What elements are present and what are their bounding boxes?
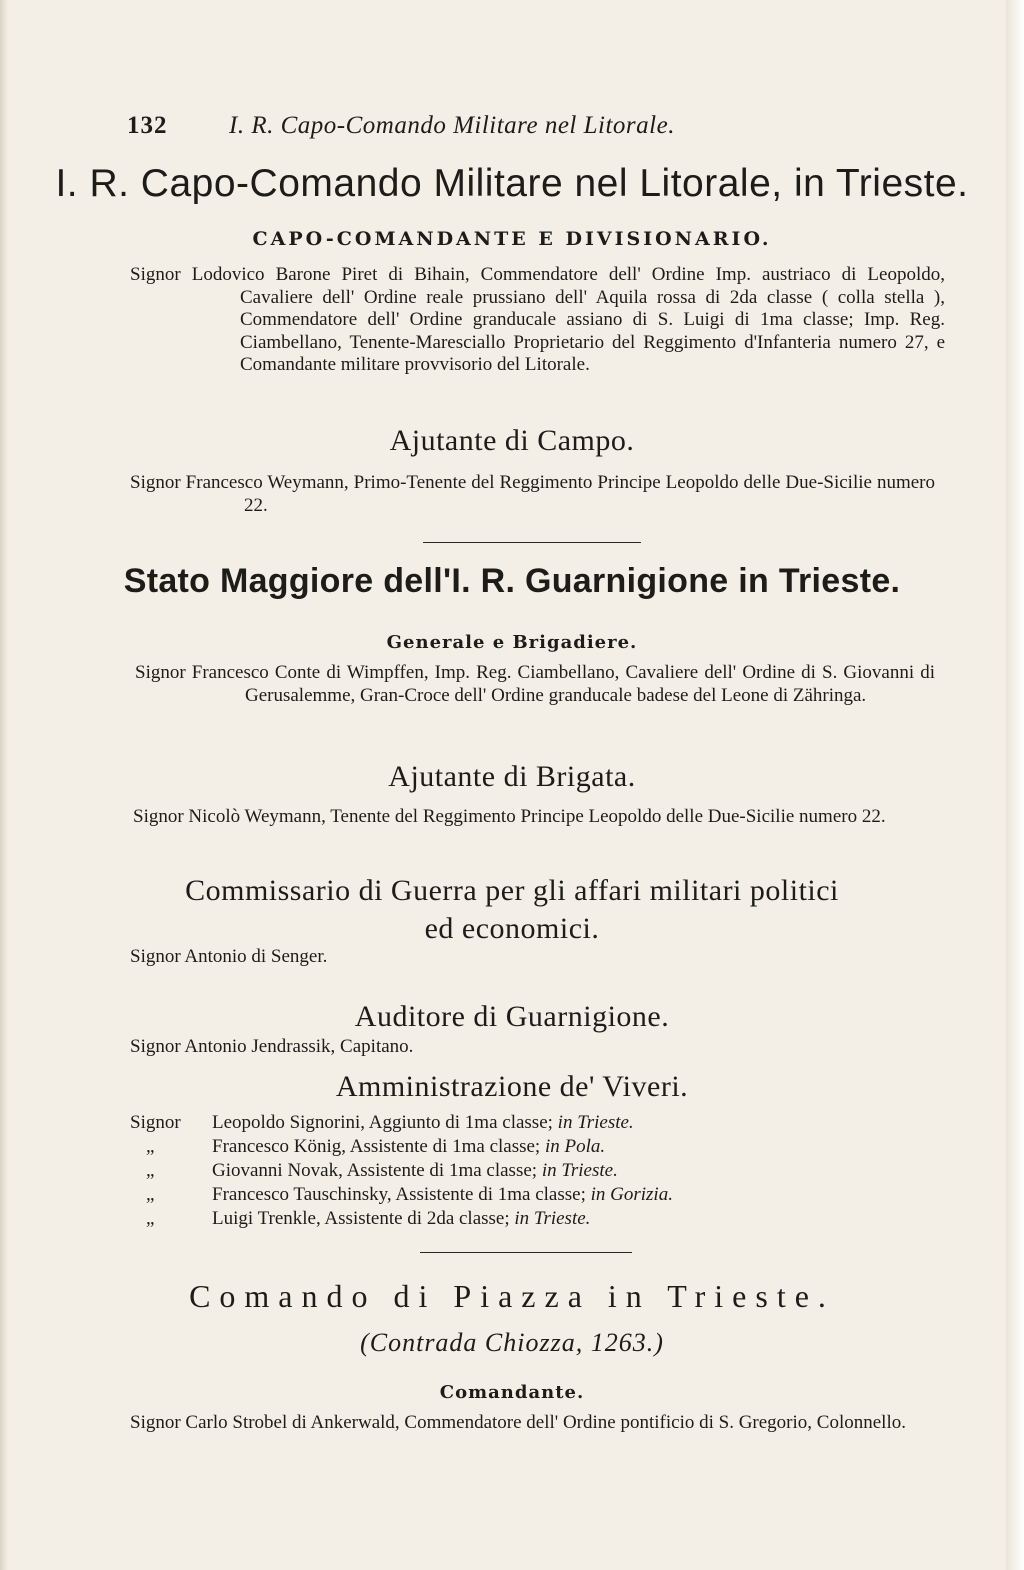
list-item <box>130 1184 850 1208</box>
main-subtitle: CAPO-COMANDANTE E DIVISIONARIO. <box>252 228 772 250</box>
list-item-place: in Trieste. <box>541 1160 618 1181</box>
main-title: I. R. Capo-Comando Militare nel Litorale, in Trieste. <box>55 162 969 205</box>
list-item-place: in Trieste. <box>514 1208 591 1229</box>
aide-entry-text: Signor Francesco Weymann, Primo-Tenente del Reggimento Principe Leopoldo delle Due-Sicilie numero 22. <box>130 472 935 516</box>
list-item-place: in Pola. <box>544 1136 606 1157</box>
auditor-heading: Auditore di Guarnigione. <box>354 1000 670 1033</box>
piazza-entry-text: Signor Carlo Strobel di Ankerwald, Commendatore dell' Ordine pontificio di S. Gregorio, Colonnello. <box>130 1412 906 1433</box>
commissar-heading-line2: ed economici. <box>424 912 600 945</box>
list-item-place: in Trieste. <box>557 1112 634 1133</box>
general-entry-text: Signor Francesco Conte di Wimpffen, Imp. Reg. Ciambellano, Cavaliere dell' Ordine di S. Giovanni di Gerusalemme, Gran-Croce dell' Ordine granducale badese del Leone di Zähringa. <box>135 662 935 706</box>
viveri-heading: Amministrazione de' Viveri. <box>335 1070 689 1103</box>
list-item-text <box>212 1160 618 1182</box>
brigade-entry-text: Signor Nicolò Weymann, Tenente del Reggimento Principe Leopoldo delle Due-Sicilie numero 22. <box>133 806 886 827</box>
list-item <box>130 1112 850 1136</box>
list-item-mark: „ <box>146 1184 155 1205</box>
list-item <box>130 1208 850 1232</box>
section-divider <box>423 542 641 543</box>
list-item-name: Giovanni Novak, Assistente di 1ma classe; <box>212 1160 538 1181</box>
commander-entry <box>130 264 945 377</box>
piazza-entry <box>130 1412 925 1435</box>
running-title: I. R. Capo-Comando Militare nel Litorale. <box>229 112 675 139</box>
stato-title: Stato Maggiore dell'I. R. Guarnigione in Trieste. <box>123 562 901 600</box>
commander-entry-text: Signor Lodovico Barone Piret di Bihain, Commendatore dell' Ordine Imp. austriaco di Leopoldo, Cavaliere dell' Ordine reale prussiano dell' Aquila rossa di 2da classe ( colla stella ), Commendatore dell' Ordine granducale assiano di S. Luigi di 1ma classe; Imp. Reg. Ciambellano, Tenente-Maresciallo Proprietario del Reggimento d'Infanteria numero 27, e Comandante militare provvisorio del Litorale. <box>130 264 945 375</box>
running-head <box>127 112 927 144</box>
section-divider <box>420 1252 632 1253</box>
list-item-name: Leopoldo Signorini, Aggiunto di 1ma classe; <box>212 1112 553 1133</box>
piazza-title: Comando di Piazza in Trieste. <box>189 1278 835 1314</box>
viveri-list <box>130 1112 850 1232</box>
list-item-mark: „ <box>146 1136 155 1157</box>
list-item-text <box>212 1184 673 1206</box>
commissar-entry: Signor Antonio di Senger. <box>130 946 328 967</box>
auditor-entry: Signor Antonio Jendrassik, Capitano. <box>130 1036 414 1057</box>
list-item-text <box>212 1208 590 1230</box>
page-number: 132 <box>127 112 168 139</box>
piazza-heading: Comandante. <box>439 1382 585 1403</box>
list-item-text <box>212 1112 634 1134</box>
general-heading: Generale e Brigadiere. <box>386 632 638 653</box>
commissar-heading-line1: Commissario di Guerra per gli affari militari politici <box>185 874 839 907</box>
list-item-mark: Signor <box>130 1112 181 1133</box>
list-item-name: Francesco Tauschinsky, Assistente di 1ma classe; <box>212 1184 586 1205</box>
list-item-name: Luigi Trenkle, Assistente di 2da classe; <box>212 1208 510 1229</box>
brigade-entry <box>133 806 933 829</box>
aide-entry <box>130 472 935 517</box>
list-item-mark: „ <box>146 1160 155 1181</box>
list-item <box>130 1160 850 1184</box>
list-item-place: in Gorizia. <box>590 1184 673 1205</box>
list-item-mark: „ <box>146 1208 155 1229</box>
list-item-name: Francesco König, Assistente di 1ma classe; <box>212 1136 541 1157</box>
aide-heading: Ajutante di Campo. <box>389 424 635 457</box>
list-item-text <box>212 1136 605 1158</box>
piazza-address: (Contrada Chiozza, 1263.) <box>360 1328 664 1357</box>
list-item <box>130 1136 850 1160</box>
general-entry <box>135 662 935 707</box>
brigade-heading: Ajutante di Brigata. <box>388 760 636 793</box>
